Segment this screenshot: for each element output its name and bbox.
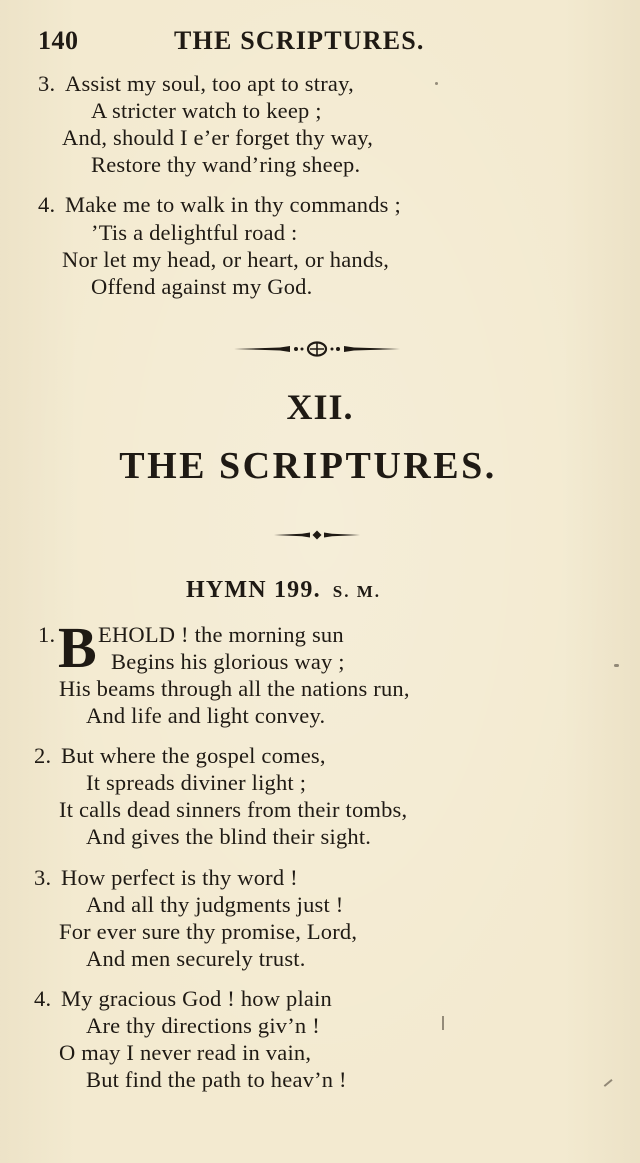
paper-speck — [442, 1016, 444, 1030]
stanza-line: Offend against my God. — [91, 274, 313, 299]
stanza-line: But find the path to heav’n ! — [86, 1067, 347, 1092]
stanza-line: For ever sure thy promise, Lord, — [59, 919, 358, 944]
drop-cap: B — [58, 615, 97, 680]
hymn-title: HYMN 199. — [186, 577, 321, 603]
paper-speck — [614, 664, 619, 667]
stanza-line: And life and light convey. — [86, 703, 326, 728]
stanza-line: 4. My gracious God ! how plain — [34, 986, 332, 1011]
stanza-line: Restore thy wand’ring sheep. — [91, 152, 361, 177]
running-title: THE SCRIPTURES. — [174, 26, 425, 55]
stanza-line: His beams through all the nations run, — [59, 676, 410, 701]
stanza-number: 1. — [38, 622, 56, 647]
stanza-line: And gives the blind their sight. — [86, 824, 372, 849]
ornamental-divider-icon — [232, 340, 402, 358]
stanza-number: 4. — [38, 192, 56, 217]
section-number: XII. — [286, 387, 354, 427]
stanza-line: Are thy directions giv’n ! — [86, 1013, 320, 1038]
stanza-line: 2. But where the gospel comes, — [34, 743, 326, 768]
section-title: THE SCRIPTURES. — [119, 445, 497, 487]
stanza-number: 2. — [34, 743, 52, 768]
stanza-number: 4. — [34, 986, 52, 1011]
stanza-line: It calls dead sinners from their tombs, — [59, 797, 408, 822]
stanza-line: Nor let my head, or heart, or hands, — [62, 247, 390, 272]
hymn-heading — [186, 578, 381, 602]
hymn-meter: S. M. — [332, 582, 382, 601]
stanza-line: 3. Assist my soul, too apt to stray, — [38, 71, 354, 96]
stanza-line: ’Tis a delightful road : — [91, 220, 298, 245]
page-header — [38, 26, 558, 60]
stanza-line: 4. Make me to walk in thy commands ; — [38, 192, 401, 217]
stanza-line: 3. How perfect is thy word ! — [34, 865, 298, 890]
small-divider-icon — [272, 528, 362, 542]
stanza-line: And all thy judgments just ! — [86, 892, 344, 917]
stanza-line: EHOLD ! the morning sun — [98, 622, 344, 647]
stanza-line: A stricter watch to keep ; — [91, 98, 322, 123]
stanza-number: 3. — [34, 865, 52, 890]
stanza-line: And men securely trust. — [86, 946, 306, 971]
page-number: 140 — [38, 26, 79, 55]
paper-speck — [604, 1079, 613, 1087]
stanza-line: It spreads diviner light ; — [86, 770, 307, 795]
stanza-line: Begins his glorious way ; — [111, 649, 345, 674]
stanza-number: 3. — [38, 71, 56, 96]
stanza-line: And, should I e’er forget thy way, — [62, 125, 374, 150]
stanza-line: O may I never read in vain, — [59, 1040, 312, 1065]
paper-speck — [435, 82, 438, 85]
